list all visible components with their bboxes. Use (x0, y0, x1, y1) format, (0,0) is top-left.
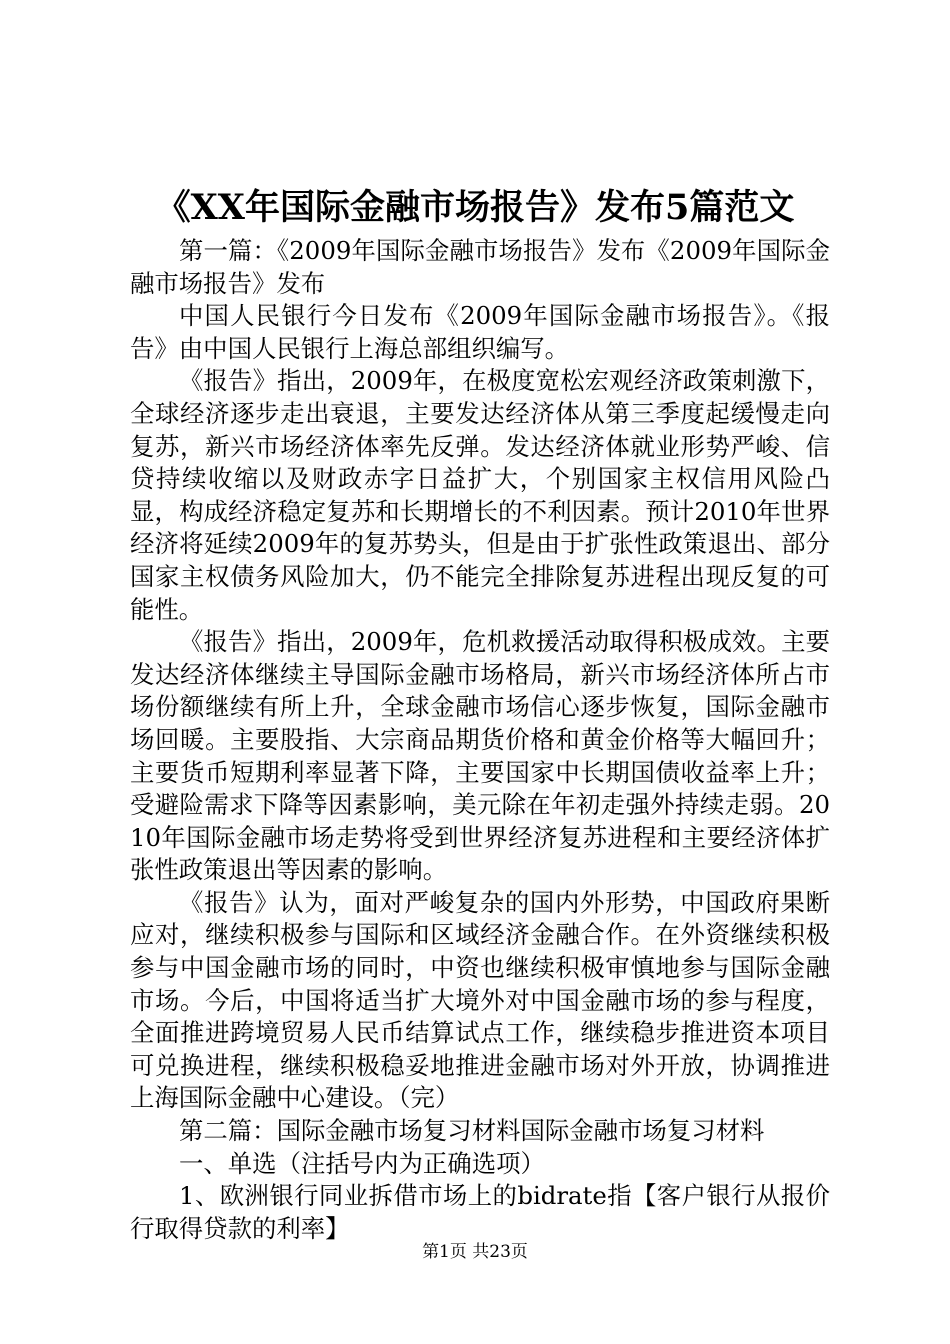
paragraph-economy-outlook: 《报告》指出，2009年，在极度宽松宏观经济政策刺激下，全球经济逐步走出衰退，主要发达经济体从第三季度起缓慢走向复苏，新兴市场经济体率先反弹。发达经济体就业形势严峻、信贷持续收缩以及财政赤字日益扩大，个别国家主权信用风险凸显，构成经济稳定复苏和长期增长的不利因素。预计2010年世界经济将延续2009年的复苏势头，但是由于扩张性政策退出、部分国家主权债务风险加大，仍不能完全排除复苏进程出现反复的可能性。 (130, 366, 830, 624)
paragraph-market-review: 《报告》指出，2009年，危机救援活动取得积极成效。主要发达经济体继续主导国际金融市场格局，新兴市场经济体所占市场份额继续有所上升，全球金融市场信心逐步恢复，国际金融市场回暖。主要股指、大宗商品期货价格和黄金价格等大幅回升；主要货币短期利率显著下降，主要国家中长期国债收益率上升；受避险需求下降等因素影响，美元除在年初走强外持续走弱。2010年国际金融市场走势将受到世界经济复苏进程和主要经济体扩张性政策退出等因素的影响。 (130, 627, 830, 885)
paragraph-question-one: 1、欧洲银行同业拆借市场上的bidrate指【客户银行从报价行取得贷款的利率】 (130, 1181, 830, 1243)
paragraph-section-single-choice: 一、单选（注括号内为正确选项） (179, 1148, 545, 1178)
paragraph-part-two-heading: 第二篇：国际金融市场复习材料国际金融市场复习材料 (179, 1116, 765, 1146)
document-title: 《XX年国际金融市场报告》发布5篇范文 (155, 187, 795, 228)
paragraph-china-response: 《报告》认为，面对严峻复杂的国内外形势，中国政府果断应对，继续积极参与国际和区域经济金融合作。在外资继续积极参与中国金融市场的同时，中资也继续积极审慎地参与国际金融市场。今后，中国将适当扩大境外对中国金融市场的参与程度，全面推进跨境贸易人民币结算试点工作，继续稳步推进资本项目可兑换进程，继续积极稳妥地推进金融市场对外开放，协调推进上海国际金融中心建设。（完） (130, 887, 830, 1113)
paragraph-part-one-heading: 第一篇：《2009年国际金融市场报告》发布《2009年国际金融市场报告》发布 (130, 236, 830, 298)
document-body (130, 235, 830, 1245)
page-number-footer: 第1页 共23页 (422, 1242, 528, 1262)
paragraph-release-intro: 中国人民银行今日发布《2009年国际金融市场报告》。《报告》由中国人民银行上海总部组织编写。 (130, 301, 830, 363)
